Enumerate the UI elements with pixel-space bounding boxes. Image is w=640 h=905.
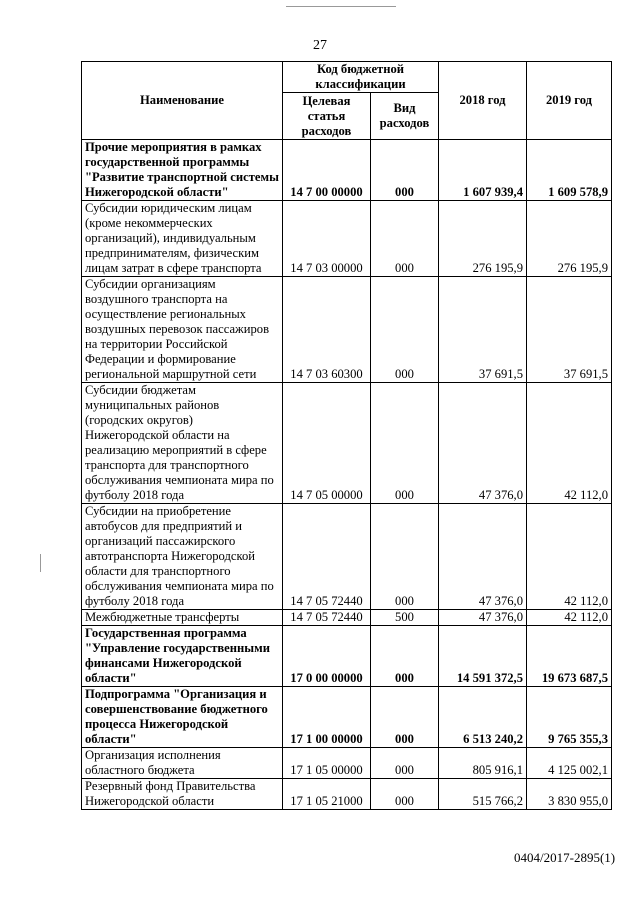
header-expense-type: Вид расходов xyxy=(371,93,439,140)
row-expense-type: 000 xyxy=(371,748,439,779)
table-row xyxy=(82,779,612,810)
row-target-article: 17 1 05 00000 xyxy=(283,748,371,779)
scan-mark-left xyxy=(40,554,41,572)
row-amount-2019: 4 125 002,1 xyxy=(527,748,612,779)
row-amount-2019: 37 691,5 xyxy=(527,277,612,383)
row-amount-2019: 3 830 955,0 xyxy=(527,779,612,810)
row-name: Государственная программа "Управление государственными финансами Нижегородской области" xyxy=(82,626,283,687)
table-row xyxy=(82,504,612,610)
table-row xyxy=(82,626,612,687)
row-target-article: 17 0 00 00000 xyxy=(283,626,371,687)
header-year-2018: 2018 год xyxy=(439,62,527,140)
row-amount-2018: 47 376,0 xyxy=(439,383,527,504)
scan-mark-top xyxy=(286,6,396,7)
header-row-1 xyxy=(82,62,612,93)
row-amount-2018: 37 691,5 xyxy=(439,277,527,383)
row-name: Субсидии бюджетам муниципальных районов (городских округов) Нижегородской области на реализацию мероприятий в сфере транспорта для транспортного обслуживания чемпионата мира по футболу 2018 года xyxy=(82,383,283,504)
table-row xyxy=(82,687,612,748)
row-expense-type: 000 xyxy=(371,626,439,687)
row-expense-type: 000 xyxy=(371,687,439,748)
row-target-article: 14 7 05 00000 xyxy=(283,383,371,504)
row-amount-2018: 14 591 372,5 xyxy=(439,626,527,687)
table-row xyxy=(82,383,612,504)
row-target-article: 14 7 05 72440 xyxy=(283,504,371,610)
row-amount-2018: 6 513 240,2 xyxy=(439,687,527,748)
row-target-article: 17 1 00 00000 xyxy=(283,687,371,748)
table-row xyxy=(82,201,612,277)
row-amount-2018: 515 766,2 xyxy=(439,779,527,810)
row-name: Субсидии на приобретение автобусов для предприятий и организаций пассажирского автотранспорта Нижегородской области для транспортного обслуживания чемпионата мира по футболу 2018 года xyxy=(82,504,283,610)
row-name: Субсидии организациям воздушного транспорта на осуществление региональных воздушных перевозок пассажиров на территории Российской Федерации и формирование региональной маршрутной сети xyxy=(82,277,283,383)
row-name: Субсидии юридическим лицам (кроме некоммерческих организаций), индивидуальным предпринимателям, физическим лицам затрат в сфере транспорта xyxy=(82,201,283,277)
row-expense-type: 000 xyxy=(371,277,439,383)
row-amount-2019: 9 765 355,3 xyxy=(527,687,612,748)
row-amount-2019: 42 112,0 xyxy=(527,504,612,610)
row-amount-2019: 1 609 578,9 xyxy=(527,140,612,201)
document-number: 0404/2017-2895(1) xyxy=(514,850,616,865)
header-target-article: Целевая статья расходов xyxy=(283,93,371,140)
table-row xyxy=(82,140,612,201)
row-amount-2019: 42 112,0 xyxy=(527,383,612,504)
row-target-article: 14 7 05 72440 xyxy=(283,610,371,626)
row-amount-2019: 276 195,9 xyxy=(527,201,612,277)
row-target-article: 14 7 03 60300 xyxy=(283,277,371,383)
row-target-article: 14 7 03 00000 xyxy=(283,201,371,277)
row-expense-type: 000 xyxy=(371,383,439,504)
page-number: 27 xyxy=(313,38,327,53)
table-body xyxy=(82,140,612,810)
header-budget-code: Код бюджетной классификации xyxy=(283,62,439,93)
row-amount-2018: 1 607 939,4 xyxy=(439,140,527,201)
row-name: Резервный фонд Правительства Нижегородской области xyxy=(82,779,283,810)
table-row xyxy=(82,277,612,383)
row-amount-2018: 805 916,1 xyxy=(439,748,527,779)
header-name: Наименование xyxy=(82,62,283,140)
row-name: Прочие мероприятия в рамках государственной программы "Развитие транспортной системы Нижегородской области" xyxy=(82,140,283,201)
row-amount-2018: 47 376,0 xyxy=(439,504,527,610)
row-target-article: 17 1 05 21000 xyxy=(283,779,371,810)
row-amount-2019: 19 673 687,5 xyxy=(527,626,612,687)
row-target-article: 14 7 00 00000 xyxy=(283,140,371,201)
row-expense-type: 000 xyxy=(371,504,439,610)
row-amount-2019: 42 112,0 xyxy=(527,610,612,626)
row-name: Межбюджетные трансферты xyxy=(82,610,283,626)
row-expense-type: 500 xyxy=(371,610,439,626)
row-expense-type: 000 xyxy=(371,779,439,810)
row-expense-type: 000 xyxy=(371,201,439,277)
row-expense-type: 000 xyxy=(371,140,439,201)
row-amount-2018: 276 195,9 xyxy=(439,201,527,277)
row-name: Организация исполнения областного бюджета xyxy=(82,748,283,779)
budget-table xyxy=(81,61,612,810)
row-amount-2018: 47 376,0 xyxy=(439,610,527,626)
row-name: Подпрограмма "Организация и совершенствование бюджетного процесса Нижегородской области" xyxy=(82,687,283,748)
table-row xyxy=(82,610,612,626)
header-year-2019: 2019 год xyxy=(527,62,612,140)
table-row xyxy=(82,748,612,779)
